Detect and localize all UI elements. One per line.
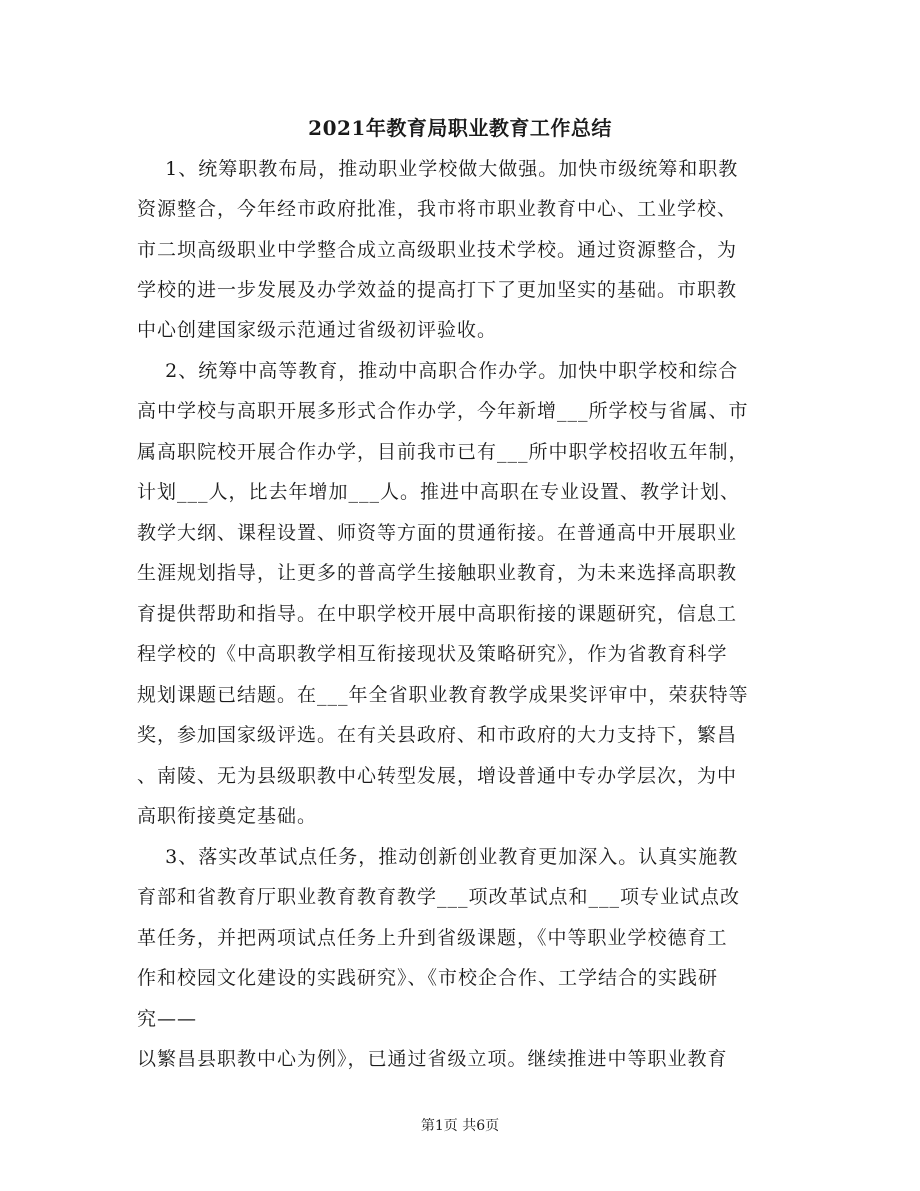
body-line: 3、落实改革试点任务，推动创新创业教育更加深入。认真实施教 xyxy=(137,846,739,868)
body-line: 教学大纲、课程设置、师资等方面的贯通衔接。在普通高中开展职业 xyxy=(137,522,738,544)
body-line: 中心创建国家级示范通过省级初评验收。 xyxy=(137,319,498,341)
body-line: 作和校园文化建设的实践研究》、《市校企合作、工学结合的实践研 xyxy=(137,967,719,989)
body-line: 育提供帮助和指导。在中职学校开展中高职衔接的课题研究，信息工 xyxy=(137,603,738,625)
body-line: 奖，参加国家级评选。在有关县政府、和市政府的大力支持下，繁昌 xyxy=(137,724,738,746)
body-line: 资源整合，今年经市政府批准，我市将市职业教育中心、工业学校、 xyxy=(137,198,738,220)
page-number-footer: 第1页 共6页 xyxy=(420,1118,500,1134)
body-line: 计划___人，比去年增加___人。推进中高职在专业设置、教学计划、 xyxy=(137,481,741,503)
body-line: 高中学校与高职开展多形式合作办学，今年新增___所学校与省属、市 xyxy=(137,400,749,422)
body-line: 究—— xyxy=(137,1008,198,1030)
body-line: 学校的进一步发展及办学效益的提高打下了更加坚实的基础。市职教 xyxy=(137,279,738,301)
body-line: 高职衔接奠定基础。 xyxy=(137,805,318,827)
body-line: 、南陵、无为县级职教中心转型发展，增设普通中专办学层次，为中 xyxy=(137,765,738,787)
body-line: 育部和省教育厅职业教育教育教学___项改革试点和___项专业试点改 xyxy=(137,886,741,908)
body-line: 以繁昌县职教中心为例》，已通过省级立项。继续推进中等职业教育 xyxy=(137,1048,728,1070)
body-line: 革任务，并把两项试点任务上升到省级课题，《中等职业学校德育工 xyxy=(137,927,728,949)
body-line: 2、统筹中高等教育，推动中高职合作办学。加快中职学校和综合 xyxy=(137,360,739,382)
body-line: 1、统筹职教布局，推动职业学校做大做强。加快市级统筹和职教 xyxy=(137,158,739,180)
body-line: 属高职院校开展合作办学，目前我市已有___所中职学校招收五年制， xyxy=(137,441,749,463)
document-title: 2021年教育局职业教育工作总结 xyxy=(308,116,612,140)
body-line: 规划课题已结题。在___年全省职业教育教学成果奖评审中，荣获特等 xyxy=(137,684,749,706)
body-line: 程学校的《中高职教学相互衔接现状及策略研究》，作为省教育科学 xyxy=(137,643,728,665)
body-line: 生涯规划指导，让更多的普高学生接触职业教育，为未来选择高职教 xyxy=(137,562,738,584)
body-line: 市二坝高级职业中学整合成立高级职业技术学校。通过资源整合，为 xyxy=(137,239,738,261)
